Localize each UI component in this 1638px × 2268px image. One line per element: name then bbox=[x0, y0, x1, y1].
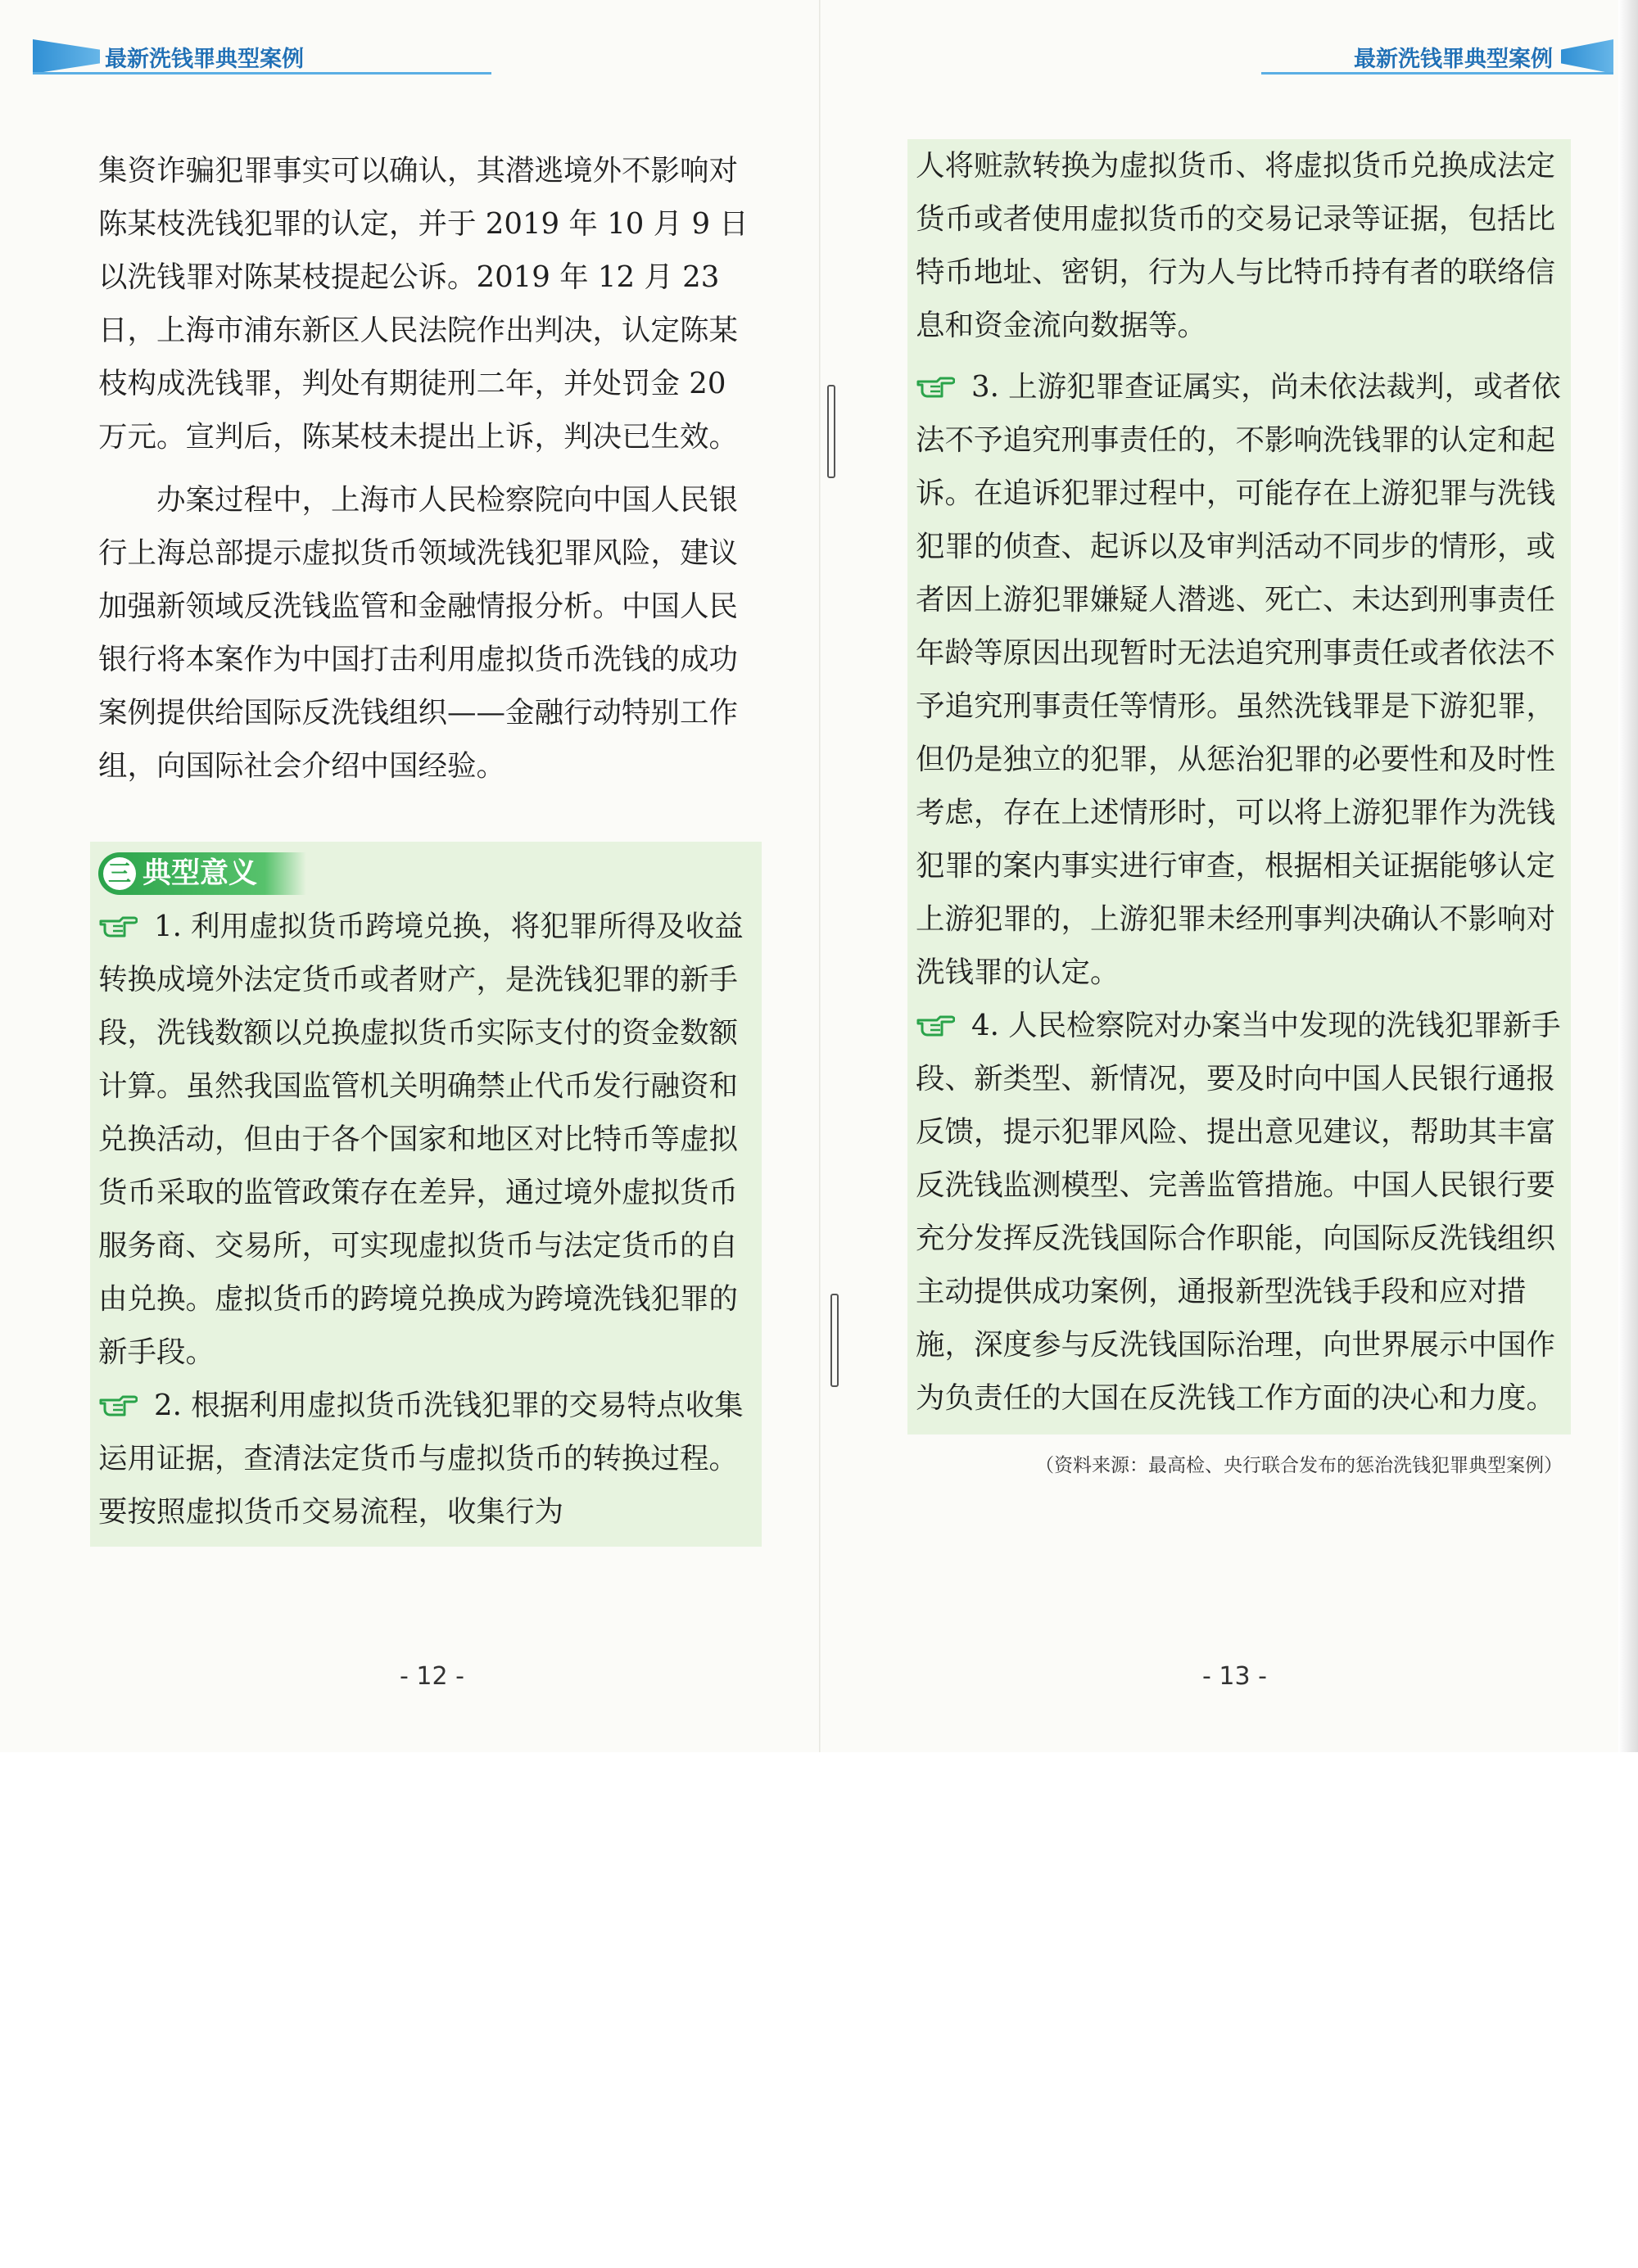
source-note: （资料来源：最高检、央行联合发布的惩治洗钱犯罪典型案例） bbox=[1035, 1455, 1563, 1476]
header-accent-bar bbox=[33, 39, 100, 74]
left-header-title: 最新洗钱罪典型案例 bbox=[105, 46, 304, 72]
point-2-text: 2. 根据利用虚拟货币洗钱犯罪的交易特点收集运用证据，查清法定货币与虚拟货币的转换过程。要按照虚拟货币交易流程，收集行为 bbox=[98, 1389, 744, 1529]
point-3-text: 3. 上游犯罪查证属实，尚未依法裁判，或者依法不予追究刑事责任的，不影响洗钱罪的认定和起诉。在追诉犯罪过程中，可能存在上游犯罪与洗钱犯罪的侦查、起诉以及审判活动不同步的情形，或者因上游犯罪嫌疑人潜逃、死亡、未达到刑事责任年龄等原因出现暂时无法追究刑事责任或者依法不予追究刑事责任等情形。虽然洗钱罪是下游犯罪，但仍是独立的犯罪，从惩治犯罪的必要性和及时性考虑，存在上述情形时，可以将上游犯罪作为洗钱犯罪的案内事实进行审查，根据相关证据能够认定上游犯罪的，上游犯罪未经刑事判决确认不影响对洗钱罪的认定。 bbox=[916, 370, 1561, 989]
header-accent-bar bbox=[1561, 39, 1613, 74]
point-3 bbox=[916, 360, 1571, 999]
pointing-hand-icon bbox=[916, 373, 955, 400]
left-running-header bbox=[33, 39, 344, 74]
left-paragraph-2: 办案过程中，上海市人民检察院向中国人民银行上海总部提示虚拟货币领域洗钱犯罪风险，建议加强新领域反洗钱监管和金融情报分析。中国人民银行将本案作为中国打击利用虚拟货币洗钱的成功案例提供给国际反洗钱组织——金融行动特别工作组，向国际社会介绍中国经验。 bbox=[98, 483, 739, 783]
pointing-hand-icon bbox=[916, 1012, 955, 1038]
staple-mark bbox=[827, 385, 835, 478]
continued-block bbox=[907, 139, 1571, 360]
right-header-title: 最新洗钱罪典型案例 bbox=[1354, 46, 1553, 72]
point-4 bbox=[916, 999, 1571, 1425]
right-page-number: - 13 - bbox=[1202, 1662, 1267, 1691]
left-page-body bbox=[98, 144, 762, 1547]
left-paragraph-1: 集资诈骗犯罪事实可以确认，其潜逃境外不影响对陈某枝洗钱犯罪的认定，并于 2019 年 10 月 9 日以洗钱罪对陈某枝提起公诉。2019 年 12 月 23 日，上海市浦东新区人民法院作出判决，认定陈某枝构成洗钱罪，判处有期徒刑二年，并处罚金 20 万元。宣判后，陈某枝未提出上诉，判决已生效。 bbox=[98, 154, 749, 454]
left-page-number: - 12 - bbox=[400, 1662, 464, 1691]
right-page-body bbox=[916, 139, 1571, 1482]
point-1-text: 1. 利用虚拟货币跨境兑换，将犯罪所得及收益转换成境外法定货币或者财产，是洗钱犯罪的新手段，洗钱数额以兑换虚拟货币实际支付的资金数额计算。虽然我国监管机关明确禁止代币发行融资和兑换活动，但由于各个国家和地区对比特币等虚拟货币采取的监管政策存在差异，通过境外虚拟货币服务商、交易所，可实现虚拟货币与法定货币的自由兑换。虚拟货币的跨境兑换成为跨境洗钱犯罪的新手段。 bbox=[98, 910, 744, 1369]
pointing-hand-icon bbox=[98, 913, 138, 939]
continued-text: 人将赃款转换为虚拟货币、将虚拟货币兑换成法定货币或者使用虚拟货币的交易记录等证据，包括比特币地址、密钥，行为人与比特币持有者的联络信息和资金流向数据等。 bbox=[916, 149, 1556, 342]
significance-section bbox=[90, 842, 762, 1547]
page-edge bbox=[1618, 0, 1638, 1752]
pointing-hand-icon bbox=[98, 1392, 138, 1418]
point-4-text: 4. 人民检察院对办案当中发现的洗钱犯罪新手段、新类型、新情况，要及时向中国人民银行通报反馈，提示犯罪风险、提出意见建议，帮助其丰富反洗钱监测模型、完善监管措施。中国人民银行要充分发挥反洗钱国际合作职能，向国际反洗钱组织主动提供成功案例，通报新型洗钱手段和应对措施，深度参与反洗钱国际治理，向世界展示中国作为负责任的大国在反洗钱工作方面的决心和力度。 bbox=[916, 1009, 1561, 1415]
section-number-badge: 三 bbox=[103, 857, 136, 890]
staple-mark bbox=[830, 1294, 839, 1387]
section-title: 典型意义 bbox=[143, 856, 258, 890]
section-heading bbox=[98, 852, 306, 895]
right-running-header bbox=[1278, 39, 1613, 74]
gutter bbox=[819, 0, 821, 1752]
point-2 bbox=[98, 1379, 762, 1538]
point-1 bbox=[98, 900, 762, 1379]
significance-continued bbox=[907, 360, 1571, 1434]
